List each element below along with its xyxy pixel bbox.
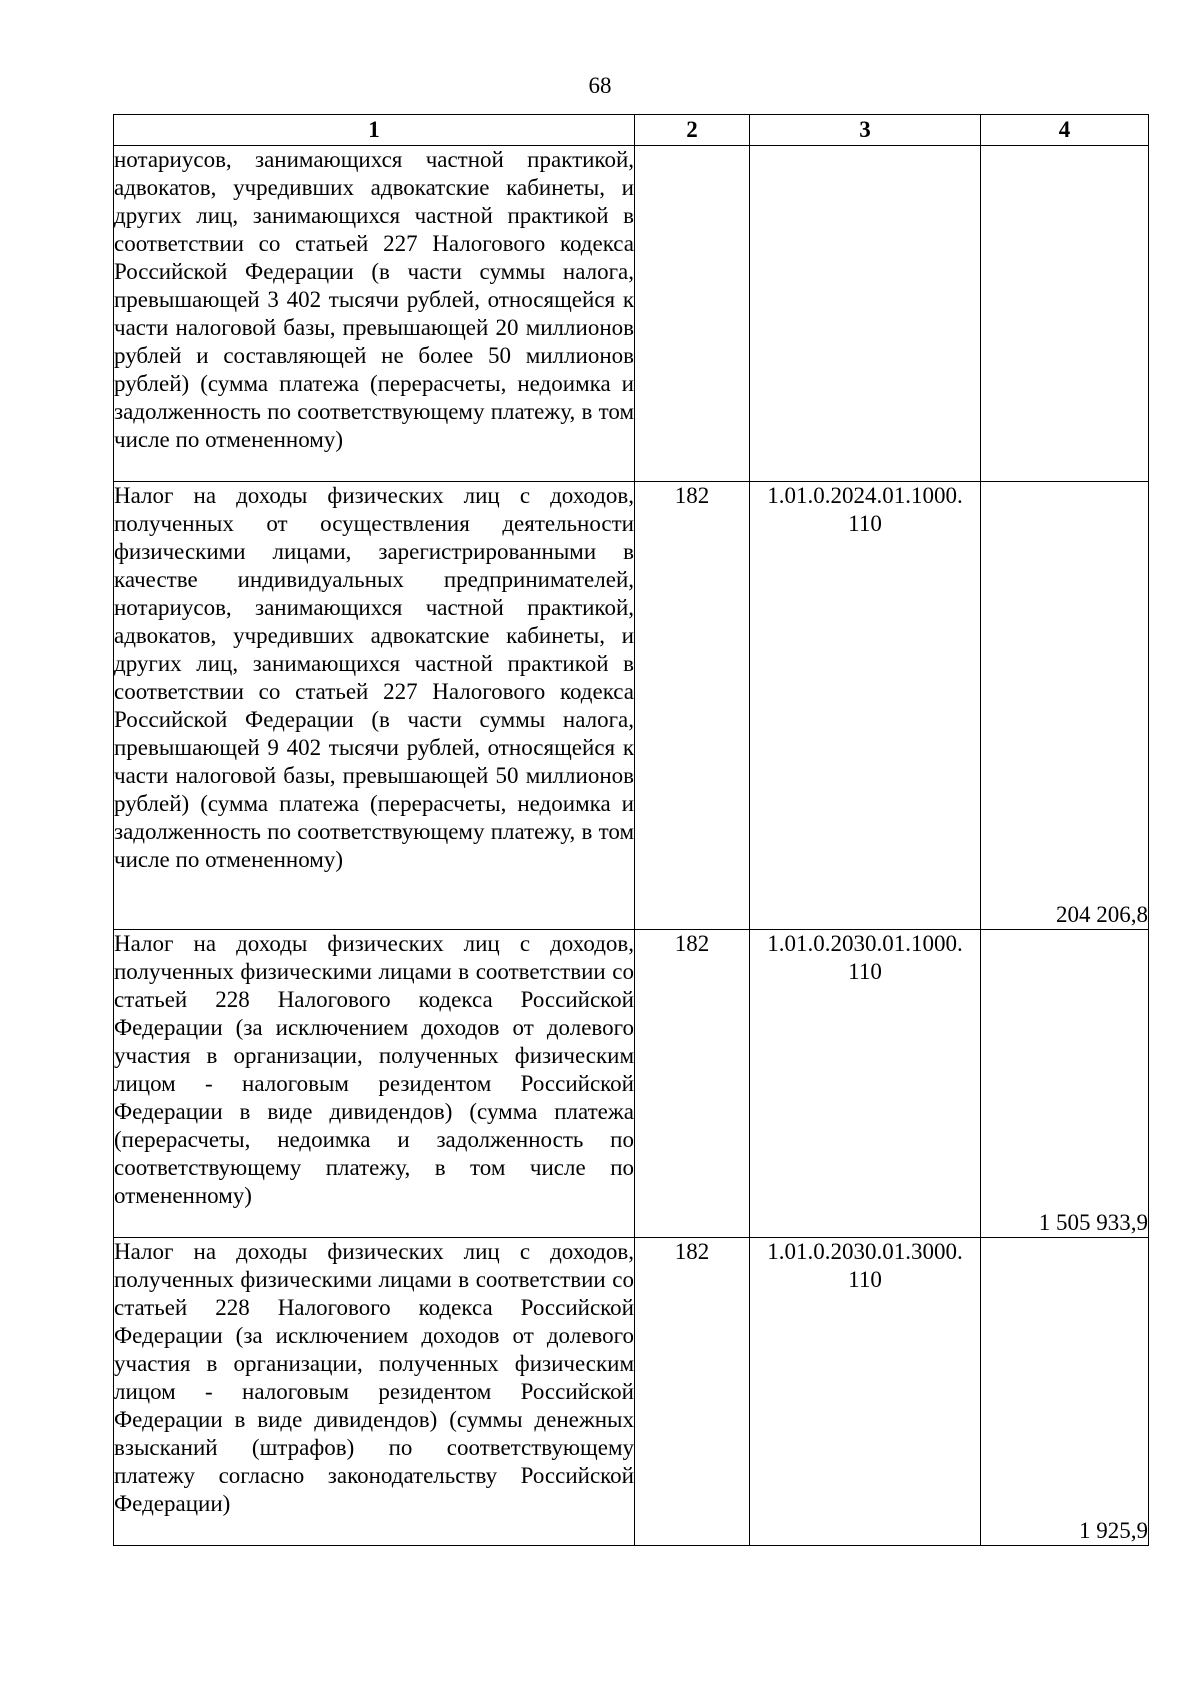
table-row (114, 1238, 1149, 1546)
table-row (114, 930, 1149, 1238)
income-name-cell: нотариусов, занимающихся частной практикой, адвокатов, учредивших адвокатские кабинеты, и других лиц, занимающихся частной практикой в соответствии со статьей 227 Налогового кодекса Российской Федерации (в части суммы налога, превышающей 3 402 тысячи рублей, относящейся к части налоговой базы, превышающей 20 миллионов рублей и составляющей не более 50 миллионов рублей) (сумма платежа (перерасчеты, недоимка и задолженность по соответствующему платежу, в том числе по отмененному) (114, 146, 635, 482)
classification-code-cell (750, 482, 981, 930)
amount-cell: 204 206,8 (981, 482, 1149, 930)
classification-code-suffix: 110 (848, 959, 882, 984)
column-header-3: 3 (750, 115, 981, 146)
column-header-4: 4 (981, 115, 1149, 146)
page-number: 68 (588, 73, 612, 98)
admin-code-cell: 182 (635, 1238, 750, 1546)
classification-code-line: 1.01.0.2030.01.1000. (767, 931, 963, 956)
amount-cell: 1 925,9 (981, 1238, 1149, 1546)
classification-code-suffix: 110 (848, 511, 882, 536)
table-row (114, 482, 1149, 930)
amount-cell (981, 146, 1149, 482)
column-header-2: 2 (635, 115, 750, 146)
classification-code-line: 1.01.0.2030.01.3000. (767, 1239, 963, 1264)
column-header-1: 1 (114, 115, 635, 146)
income-name-cell: Налог на доходы физических лиц с доходов, полученных физическими лицами в соответствии со статьей 228 Налогового кодекса Российской Федерации (за исключением доходов от долевого участия в организации, полученных физическим лицом - налоговым резидентом Российской Федерации в виде дивидендов) (суммы денежных взысканий (штрафов) по соответствующему платежу согласно законодательству Российской Федерации) (114, 1238, 635, 1546)
table-row (114, 146, 1149, 482)
amount-cell: 1 505 933,9 (981, 930, 1149, 1238)
admin-code-cell: 182 (635, 930, 750, 1238)
admin-code-cell: 182 (635, 482, 750, 930)
classification-code-cell (750, 146, 981, 482)
classification-code-cell (750, 1238, 981, 1546)
admin-code-cell (635, 146, 750, 482)
classification-code-suffix: 110 (848, 1267, 882, 1292)
classification-code-cell (750, 930, 981, 1238)
income-name-cell: Налог на доходы физических лиц с доходов, полученных от осуществления деятельности физическими лицами, зарегистрированными в качестве индивидуальных предпринимателей, нотариусов, занимающихся частной практикой, адвокатов, учредивших адвокатские кабинеты, и других лиц, занимающихся частной практикой в соответствии со статьей 227 Налогового кодекса Российской Федерации (в части суммы налога, превышающей 9 402 тысячи рублей, относящейся к части налоговой базы, превышающей 50 миллионов рублей) (сумма платежа (перерасчеты, недоимка и задолженность по соответствующему платежу, в том числе по отмененному) (114, 482, 635, 930)
table-header-row (114, 115, 1149, 146)
income-name-cell: Налог на доходы физических лиц с доходов, полученных физическими лицами в соответствии со статьей 228 Налогового кодекса Российской Федерации (за исключением доходов от долевого участия в организации, полученных физическим лицом - налоговым резидентом Российской Федерации в виде дивидендов) (сумма платежа (перерасчеты, недоимка и задолженность по соответствующему платежу, в том числе по отмененному) (114, 930, 635, 1238)
classification-code-line: 1.01.0.2024.01.1000. (767, 483, 963, 508)
revenue-table (113, 114, 1149, 1546)
